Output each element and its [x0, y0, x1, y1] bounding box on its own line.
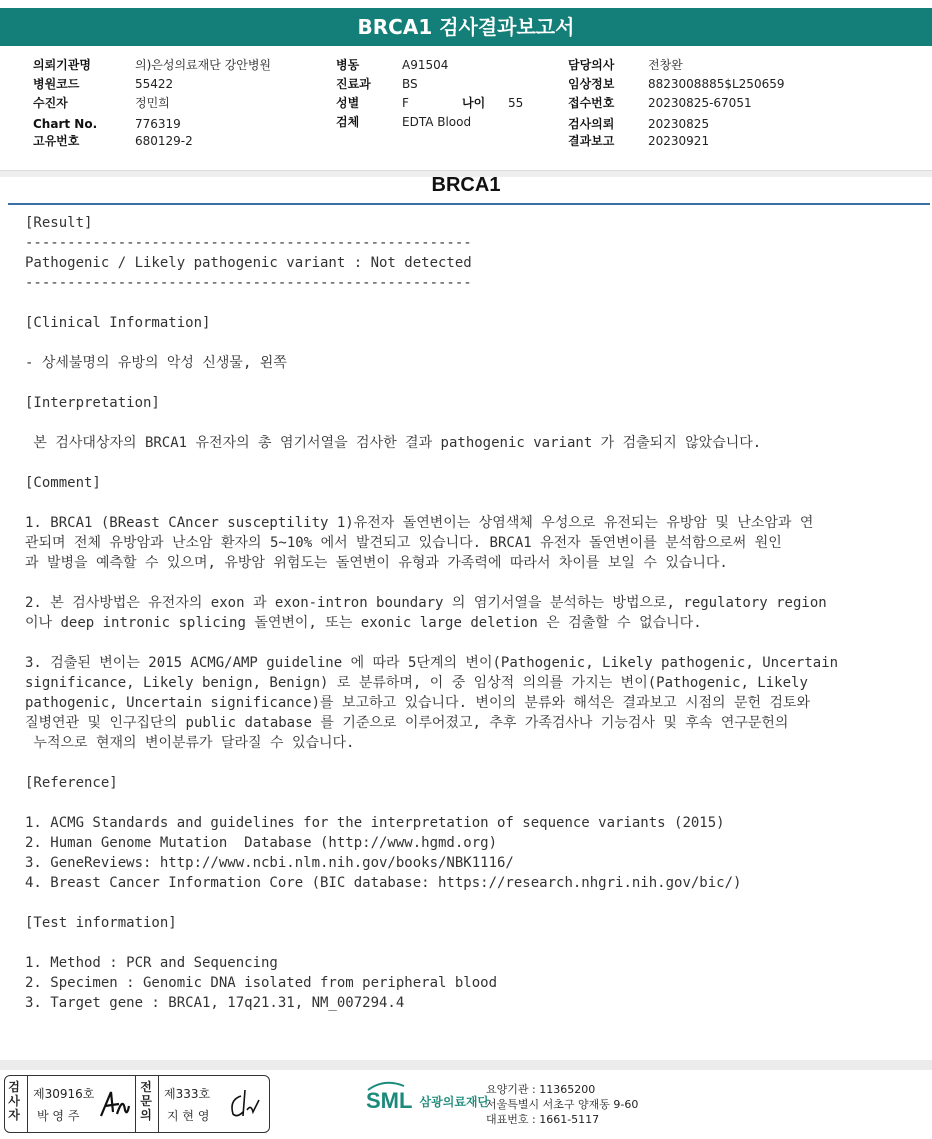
blank-line — [25, 493, 915, 513]
report-header-bar — [0, 8, 932, 46]
signbox-divider — [27, 1076, 28, 1132]
report-line: 본 검사대상자의 BRCA1 유전자의 총 염기서열을 검사한 결과 pathogenic variant 가 검출되지 않았습니다. — [25, 435, 762, 451]
report-line: 1. BRCA1 (BReast CAncer susceptility 1)유전자 돌연변이는 상염색체 우성으로 유전되는 유방암 및 난소암과 연 — [25, 515, 814, 531]
logo-sml-text: SML — [366, 1088, 413, 1113]
label-physician: 담당의사 — [568, 58, 615, 72]
signbox-divider — [135, 1076, 136, 1132]
patient-info-panel — [0, 56, 932, 156]
blank-line — [25, 893, 915, 913]
value-specimen: EDTA Blood — [402, 115, 472, 129]
blank-line — [25, 333, 915, 353]
institution-code: 요양기관 : 11365200 — [486, 1083, 596, 1096]
blank-line — [25, 573, 915, 593]
report-line: 관되며 전체 유방암과 난소암 환자의 5~10% 에서 발견되고 있습니다. BRCA1 유전자 돌연변이를 분석함으로써 원인 — [25, 535, 782, 551]
value-unique-no: 680129-2 — [135, 134, 193, 148]
label-chart-no: Chart No. — [33, 117, 98, 131]
report-line: Pathogenic / Likely pathogenic variant : Not detected — [25, 255, 472, 271]
report-line: 1. ACMG Standards and guidelines for the interpretation of sequence variants (2015) — [25, 815, 725, 831]
report-line: ----------------------------------------------------- — [25, 275, 472, 291]
blank-line — [25, 413, 915, 433]
label-specimen: 검체 — [336, 115, 360, 129]
value-department: BS — [402, 77, 418, 91]
label-sex: 성별 — [336, 96, 360, 110]
report-line: ----------------------------------------------------- — [25, 235, 472, 251]
value-receipt-no: 20230825-67051 — [648, 96, 752, 110]
report-line: [Clinical Information] — [25, 315, 211, 331]
value-request-date: 20230825 — [648, 117, 710, 131]
report-line: 누적으로 현재의 변이분류가 달라질 수 있습니다. — [25, 735, 355, 751]
label-hospital-code: 병원코드 — [33, 77, 80, 91]
value-ward: A91504 — [402, 58, 449, 72]
institution-address — [486, 1082, 638, 1127]
signer1-role: 검사자 — [8, 1080, 20, 1122]
blank-line — [25, 753, 915, 773]
signer1-license-no: 제30916호 — [33, 1087, 95, 1101]
logo-institution-name: 삼광의료재단 — [419, 1095, 490, 1109]
value-age: 55 — [508, 96, 524, 110]
report-body — [25, 213, 915, 1013]
value-patient: 정민희 — [135, 96, 170, 110]
label-report-date: 결과보고 — [568, 134, 615, 148]
signbox-divider — [158, 1076, 159, 1132]
value-report-date: 20230921 — [648, 134, 710, 148]
signer2-license-no: 제333호 — [164, 1087, 211, 1101]
label-receipt-no: 접수번호 — [568, 96, 615, 110]
report-line: [Comment] — [25, 475, 101, 491]
signer2-signature — [227, 1086, 263, 1122]
value-sex: F — [402, 96, 409, 110]
report-line: significance, Likely benign, Benign) 로 분류하며, 이 중 임상적 의의를 가지는 변이(Pathogenic, Likely — [25, 675, 808, 691]
signature-box — [4, 1075, 270, 1133]
report-line: 4. Breast Cancer Information Core (BIC database: https://research.nhgri.nih.gov/bic/) — [25, 875, 742, 891]
footer-separator — [0, 1060, 932, 1070]
label-patient: 수진자 — [33, 96, 68, 110]
label-department: 진료과 — [336, 77, 371, 91]
report-line: [Test information] — [25, 915, 177, 931]
report-line: - 상세불명의 유방의 악성 신생물, 왼쪽 — [25, 355, 287, 371]
value-requesting-institution: 의)은성의료재단 강안병원 — [135, 58, 272, 72]
institution-phone: 대표번호 : 1661-5117 — [486, 1113, 600, 1126]
report-line: [Interpretation] — [25, 395, 160, 411]
blank-line — [25, 373, 915, 393]
report-line: 2. Specimen : Genomic DNA isolated from peripheral blood — [25, 975, 498, 991]
report-line: 3. GeneReviews: http://www.ncbi.nlm.nih.gov/books/NBK1116/ — [25, 855, 514, 871]
report-line: 1. Method : PCR and Sequencing — [25, 955, 278, 971]
label-age: 나이 — [462, 96, 486, 110]
value-physician: 전창완 — [648, 58, 683, 72]
blank-line — [25, 793, 915, 813]
section-title: BRCA1 — [431, 174, 501, 196]
value-hospital-code: 55422 — [135, 77, 174, 91]
signer2-role: 전문의 — [140, 1080, 152, 1122]
blank-line — [25, 293, 915, 313]
report-line: [Reference] — [25, 775, 118, 791]
blank-line — [25, 633, 915, 653]
label-ward: 병동 — [336, 58, 360, 72]
signer2-name: 지 현 영 — [167, 1109, 210, 1123]
report-line: 2. 본 검사방법은 유전자의 exon 과 exon-intron boundary 의 염기서열을 분석하는 방법으로, regulatory region — [25, 595, 827, 611]
label-clinical-info: 임상정보 — [568, 77, 615, 91]
report-line: 3. Target gene : BRCA1, 17q21.31, NM_007294.4 — [25, 995, 405, 1011]
title-underline — [8, 203, 930, 205]
report-line: 질병연관 및 인구집단의 public database 를 기준으로 이루어졌고, 추후 가족검사나 기능검사 및 후속 연구문헌의 — [25, 715, 789, 731]
signer1-name: 박 영 주 — [37, 1109, 80, 1123]
report-line: pathogenic, Uncertain significance)를 보고하고 있습니다. 변이의 분류와 해석은 결과보고 시점의 문헌 검토와 — [25, 695, 811, 711]
value-clinical-info: 8823008885$L250659 — [648, 77, 785, 91]
signer1-signature — [97, 1086, 131, 1122]
label-unique-no: 고유번호 — [33, 134, 80, 148]
report-line: [Result] — [25, 215, 93, 231]
report-line: 과 발병을 예측할 수 있으며, 유방암 위험도는 돌연변이 유형과 가족력에 따라서 차이를 보일 수 있습니다. — [25, 555, 728, 571]
blank-line — [25, 933, 915, 953]
label-request-date: 검사의뢰 — [568, 117, 615, 131]
report-line: 3. 검출된 변이는 2015 ACMG/AMP guideline 에 따라 5단계의 변이(Pathogenic, Likely pathogenic, Uncertain — [25, 655, 839, 671]
report-line: 이나 deep intronic splicing 돌연변이, 또는 exonic large deletion 은 검출할 수 없습니다. — [25, 615, 702, 631]
institution-street: 서울특별시 서초구 양재동 9-60 — [486, 1098, 639, 1111]
value-chart-no: 776319 — [135, 117, 181, 131]
label-requesting-institution: 의뢰기관명 — [33, 58, 91, 72]
report-line: 2. Human Genome Mutation Database (http://www.hgmd.org) — [25, 835, 498, 851]
institution-logo — [366, 1082, 490, 1113]
blank-line — [25, 453, 915, 473]
report-title: BRCA1 검사결과보고서 — [357, 15, 575, 39]
